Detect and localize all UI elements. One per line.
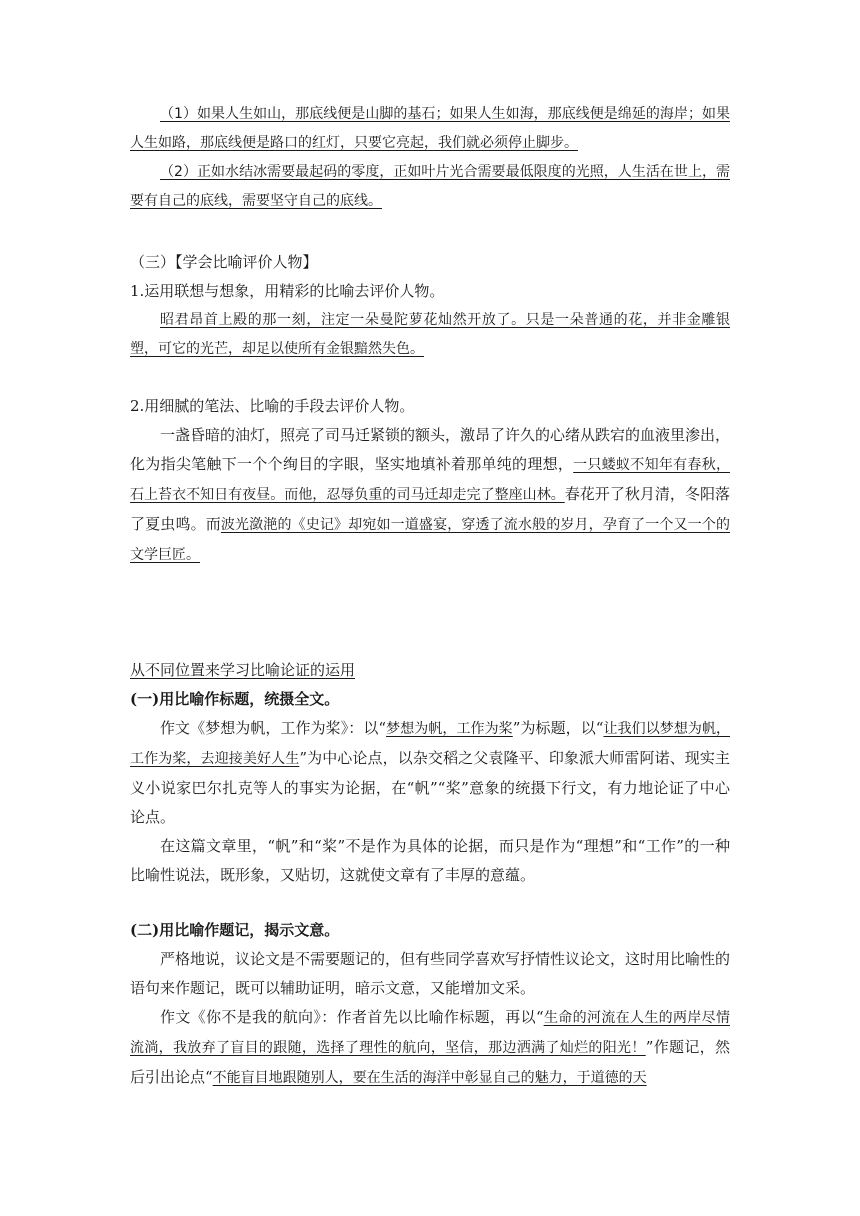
underlined-quote: 梦想为帆，工作为桨 (386, 721, 513, 737)
paragraph-essay-not-my-course: 作文《你不是我的航向》：作者首先以比喻作标题，再以“生命的河流在人生的两岸尽情流淌，我放弃了盲目的跟随，选择了理性的航向，坚信，那边洒满了灿烂的阳光！”作题记，然后引出论点“不能盲目地跟随别人，要在生活的海洋中彰显自己的魅力，于道德的天 (130, 1008, 731, 1086)
paragraph-essay-dream-sail: 作文《梦想为帆，工作为桨》：以“梦想为帆，工作为桨”为标题，以“让我们以梦想为帆，工作为桨，去迎接美好人生”为中心论点，以杂交稻之父袁隆平、印象派大师雷阿诺、现实主义小说家巴尔扎克等人的事实为论据，在“帆”“桨”意象的统摄下行文，有力地论证了中心论点。 (130, 719, 731, 826)
example-sima-qian: 一盏昏暗的油灯，照亮了司马迁紧锁的额头，激昂了许久的心绪从跌宕的血液里渗出，化为指尖笔触下一个个绚目的字眼，坚实地填补着那单纯的理想，一只蝼蚁不知年有春秋，石上苔衣不知日有夜昼。而他，忍辱负重的司马迁却走完了整座山林。春花开了秋月清，冬阳落了夏虫鸣。而波光潋滟的《史记》却宛如一道盛宴，穿透了流水般的岁月，孕育了一个又一个的文学巨匠。 (130, 426, 731, 563)
underlined-example: （2）正如水结冰需要最起码的零度，正如叶片光合需要最低限度的光照，人生活在世上，需要有自己的底线，需要坚守自己的底线。 (130, 164, 730, 209)
subheading-2: (二)用比喻作题记，揭示文意。 (130, 921, 340, 939)
paragraph-epigraph-usage: 严格地说，议论文是不需要题记的，但有些同学喜欢写抒情性议论文，这时用比喻性的语句来作题记，既可以辅助证明，暗示文意，又能增加文采。 (130, 950, 731, 997)
example-zhaojun (130, 306, 730, 364)
underlined-example: （1）如果人生如山，那底线便是山脚的基石；如果人生如海，那底线便是绵延的海岸；如果人生如路，那底线便是路口的红灯，只要它亮起，我们就必须停止脚步。 (130, 106, 730, 151)
underlined-quote: 生命的河流在人生的两岸尽情流淌，我放弃了盲目的跟随，选择了理性的航向，坚信，那边洒满了灿烂的阳光！ (130, 1010, 731, 1056)
list-item-2: 2.用细腻的笔法、比喻的手段去评价人物。 (130, 397, 415, 415)
underlined-quote: 不能盲目地跟随别人，要在生活的海洋中彰显自己的魅力，于道德的天 (212, 1070, 647, 1086)
list-item-1: 1.运用联想与想象，用精彩的比喻去评价人物。 (130, 282, 445, 300)
underlined-quote: 让我们以梦想为帆，工作为桨，去迎接美好人生 (130, 721, 731, 767)
section-heading-evaluate-people: （三）【学会比喻评价人物】 (130, 253, 318, 271)
paragraph-sail-oar-explanation: 在这篇文章里，“帆”和“桨”不是作为具体的论据，而只是作为“理想”和“工作”的一种比喻性说法，既形象，又贴切，这就使文章有了丰厚的意蕴。 (130, 837, 730, 884)
underlined-example: 一只蝼蚁不知年有春秋，石上苔衣不知日有夜昼。而他，忍辱负重的司马迁却走完了整座山林。 (130, 457, 730, 503)
underlined-example: 昭君昂首上殿的那一刻，注定一朵曼陀萝花灿然开放了。只是一朵普通的花，并非金雕银塑，可它的光芒，却足以使所有金银黯然失色。 (130, 312, 730, 357)
section-title: 从不同位置来学习比喻论证的运用 (130, 661, 356, 679)
underlined-example: 波光潋滟的《史记》却宛如一道盛宴，穿透了流水般的岁月，孕育了一个又一个的文学巨匠。 (130, 517, 730, 563)
subheading-1: (一)用比喻作标题，统摄全文。 (130, 690, 340, 708)
paragraph-bottom-line-metaphor-2 (130, 158, 730, 216)
paragraph-bottom-line-metaphor-1 (130, 100, 730, 158)
document-content (130, 100, 730, 1093)
